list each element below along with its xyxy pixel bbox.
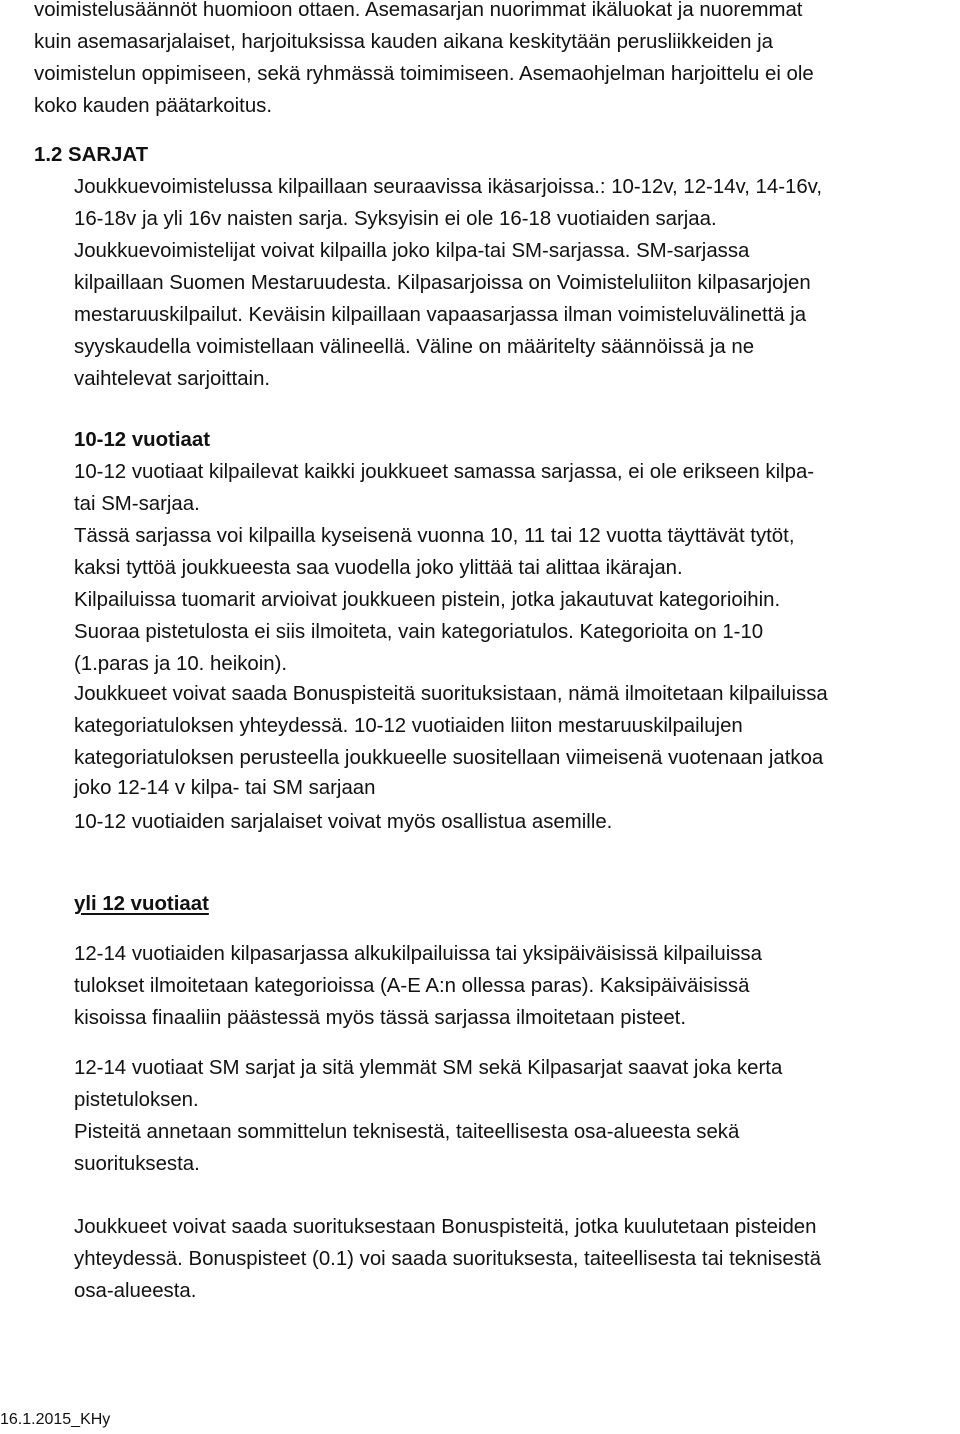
s1012-line-5: Kilpailuissa tuomarit arvioivat joukkueen pistein, jotka jakautuvat kategorioihin. xyxy=(74,589,781,611)
yli12-p2-line-3: Pisteitä annetaan sommittelun teknisestä, taiteellisesta osa-alueesta sekä xyxy=(74,1121,740,1143)
s1012-line-8: Joukkueet voivat saada Bonuspisteitä suorituksistaan, nämä ilmoitetaan kilpailuissa xyxy=(74,683,828,705)
intro-line-1: voimistelusäännöt huomioon ottaen. Asemasarjan nuorimmat ikäluokat ja nuoremmat xyxy=(34,0,803,21)
s1012-line-10: kategoriatuloksen perusteella joukkueelle suositellaan viimeisenä vuotenaan jatkoa xyxy=(74,747,824,769)
yli12-p1-line-2: tulokset ilmoitetaan kategorioissa (A-E A:n ollessa paras). Kaksipäiväisissä xyxy=(74,975,750,997)
intro-line-4: koko kauden päätarkoitus. xyxy=(34,95,273,117)
footer-date-initials: 16.1.2015_KHy xyxy=(0,1411,111,1428)
sarjat-line-2: 16-18v ja yli 16v naisten sarja. Syksyisin ei ole 16-18 vuotiaiden sarjaa. xyxy=(74,208,717,230)
sarjat-line-5: mestaruuskilpailut. Keväisin kilpaillaan vapaasarjassa ilman voimisteluvälinettä ja xyxy=(74,304,807,326)
s1012-line-4: kaksi tyttöä joukkueesta saa vuodella joko ylittää tai alittaa ikärajan. xyxy=(74,557,683,579)
intro-line-3: voimistelun oppimiseen, sekä ryhmässä toimimiseen. Asemaohjelman harjoittelu ei ole xyxy=(34,63,814,85)
sarjat-line-7: vaihtelevat sarjoittain. xyxy=(74,368,271,390)
yli12-p2-line-4: suorituksesta. xyxy=(74,1153,200,1175)
s1012-line-11: joko 12-14 v kilpa- tai SM sarjaan xyxy=(74,777,376,799)
sarjat-line-1: Joukkuevoimistelussa kilpaillaan seuraavissa ikäsarjoissa.: 10-12v, 12-14v, 14-16v, xyxy=(74,176,823,198)
s1012-line-2: tai SM-sarjaa. xyxy=(74,493,200,515)
sarjat-line-6: syyskaudella voimistellaan välineellä. Väline on määritelty säännöissä ja ne xyxy=(74,336,755,358)
yli12-p3-line-2: yhteydessä. Bonuspisteet (0.1) voi saada suorituksesta, taiteellisesta tai teknisestä xyxy=(74,1248,821,1270)
yli12-p1-line-1: 12-14 vuotiaiden kilpasarjassa alkukilpailuissa tai yksipäiväisissä kilpailuissa xyxy=(74,943,762,965)
section-heading-10-12: 10-12 vuotiaat xyxy=(74,429,210,451)
yli12-p2-line-1: 12-14 vuotiaat SM sarjat ja sitä ylemmät SM sekä Kilpasarjat saavat joka kerta xyxy=(74,1057,783,1079)
s1012-line-7: (1.paras ja 10. heikoin). xyxy=(74,653,288,675)
yli12-p3-line-3: osa-alueesta. xyxy=(74,1280,197,1302)
s1012-line-6: Suoraa pistetulosta ei siis ilmoiteta, vain kategoriatulos. Kategorioita on 1-10 xyxy=(74,621,764,643)
intro-line-2: kuin asemasarjalaiset, harjoituksissa kauden aikana keskitytään perusliikkeiden ja xyxy=(34,31,773,53)
s1012-line-9: kategoriatuloksen yhteydessä. 10-12 vuotiaiden liiton mestaruuskilpailujen xyxy=(74,715,743,737)
sarjat-line-3: Joukkuevoimistelijat voivat kilpailla joko kilpa-tai SM-sarjassa. SM-sarjassa xyxy=(74,240,750,262)
s1012-line-12: 10-12 vuotiaiden sarjalaiset voivat myös osallistua asemille. xyxy=(74,811,613,833)
yli12-p1-line-3: kisoissa finaaliin päästessä myös tässä sarjassa ilmoitetaan pisteet. xyxy=(74,1007,687,1029)
section-heading-sarjat: 1.2 SARJAT xyxy=(34,144,149,166)
s1012-line-3: Tässä sarjassa voi kilpailla kyseisenä vuonna 10, 11 tai 12 vuotta täyttävät tytöt, xyxy=(74,525,795,547)
sarjat-line-4: kilpaillaan Suomen Mestaruudesta. Kilpasarjoissa on Voimisteluliiton kilpasarjojen xyxy=(74,272,811,294)
yli12-p3-line-1: Joukkueet voivat saada suorituksestaan Bonuspisteitä, jotka kuulutetaan pisteiden xyxy=(74,1216,817,1238)
section-heading-yli-12: yli 12 vuotiaat xyxy=(74,893,209,915)
s1012-line-1: 10-12 vuotiaat kilpailevat kaikki joukkueet samassa sarjassa, ei ole erikseen kilpa- xyxy=(74,461,815,483)
yli12-p2-line-2: pistetuloksen. xyxy=(74,1089,199,1111)
